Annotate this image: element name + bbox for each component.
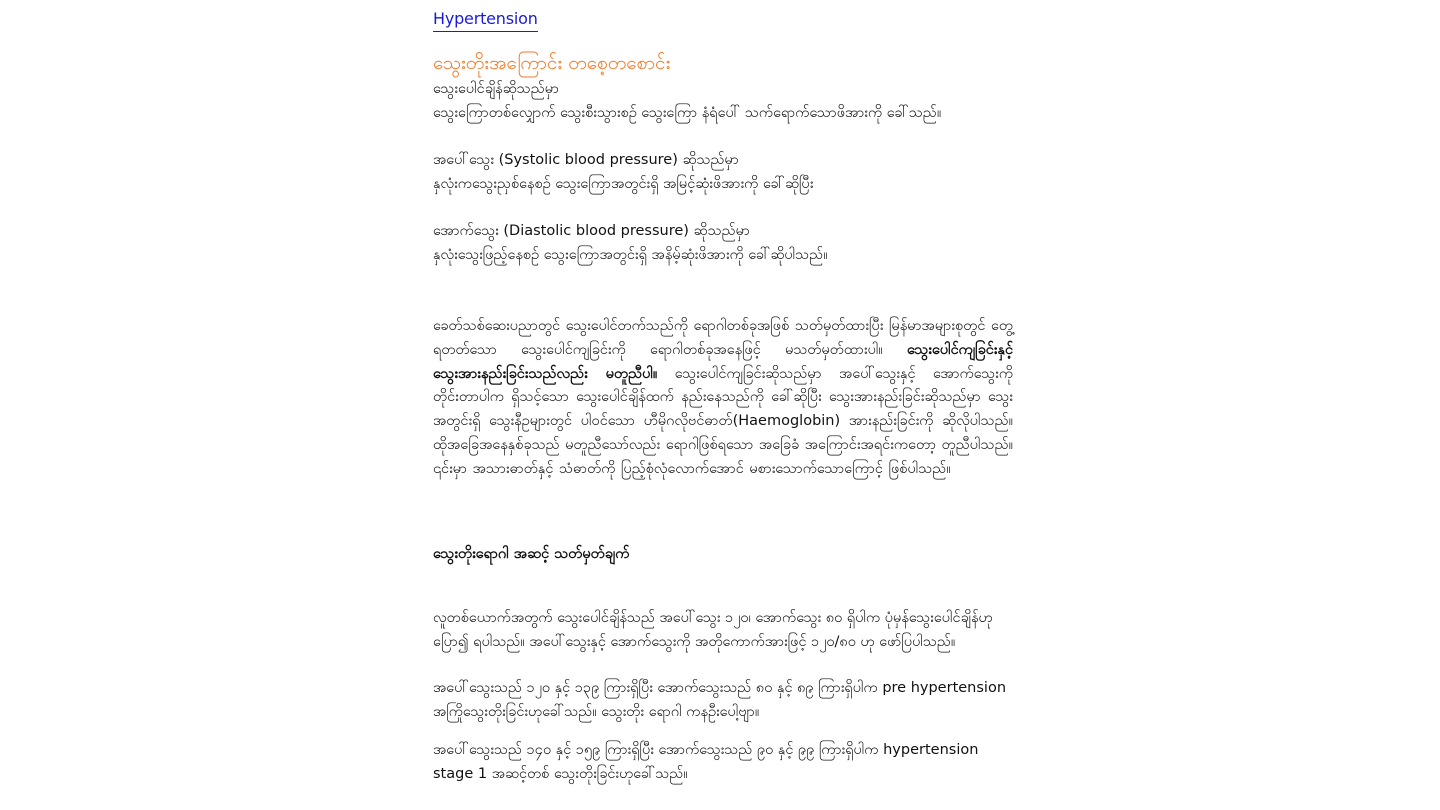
definition-text: သွေးကြောတစ်လျှောက် သွေးစီးသွားစဉ် သွေးကြော နံရံပေါ် သက်ရောက်သောဖိအားကို ခေါ်သည်။ bbox=[433, 105, 942, 121]
prehypertension-text: အပေါ်သွေးသည် ၁၂၀ နှင့် ၁၃၉ ကြားရှိပြီး အောက်သွေးသည် ၈၀ နှင့် ၈၉ ကြားရှိပါက pre hypertension အကြိုသွေးတိုးခြင်းဟုခေါ်သည်။ သွေးတိုး ရောဂါ ကနဦးပေါ့ဗျာ။ bbox=[433, 680, 1007, 720]
diastolic-text: နှလုံးသွေးဖြည့်နေစဉ် သွေးကြောအတွင်းရှိ အနိမ့်ဆုံးဖိအားကို ခေါ်ဆိုပါသည်။ bbox=[433, 247, 828, 263]
blood-pressure-paragraph bbox=[433, 315, 1013, 482]
article-heading: သွေးတိုးအကြောင်း တစေ့တစောင်း bbox=[433, 52, 671, 74]
paragraph-intro: ခေတ်သစ်ဆေးပညာတွင် သွေးပေါင်တက်သည်ကို ရောဂါတစ်ခုအဖြစ် သတ်မှတ်ထားပြီး မြန်မာအများစုတွင် တွေ့ရတတ်သော သွေးပေါင်ကျခြင်းကို ရောဂါတစ်ခုအနေဖြင့် မသတ်မှတ်ထားပါ။ bbox=[433, 318, 1013, 358]
paragraph-rest: သွေးပေါင်ကျခြင်းဆိုသည်မှာ အပေါ်သွေးနှင့် အောက်သွေးကို တိုင်းတာပါက ရှိသင့်သော သွေးပေါင်ချိန်ထက် နည်းနေသည်ကို ခေါ်ဆိုပြီး သွေးအားနည်းခြင်းဆိုသည်မှာ သွေးအတွင်းရှိ သွေးနီဥများတွင် ပါဝင်သော ဟီမိုဂလိုဗင်ဓာတ်(Haemoglobin) အားနည်းခြင်းကို ဆိုလိုပါသည်။ ထိုအခြေအနေနှစ်ခုသည် မတူညီသော်လည်း ရောဂါဖြစ်ရသော အခြေခံ အကြောင်းအရင်းကတော့ တူညီပါသည်။ ၎င်းမှာ အသားဓာတ်နှင့် သံဓာတ်ကို ပြည့်စုံလုံလောက်အောင် မစားသောက်သောကြောင့် ဖြစ်ပါသည်။ bbox=[433, 365, 1014, 477]
stage-subheading: သွေးတိုးရောဂါ အဆင့် သတ်မှတ်ချက် bbox=[433, 546, 630, 562]
hypertension-link[interactable]: Hypertension bbox=[433, 8, 538, 32]
definition-title: သွေးပေါင်ချိန်ဆိုသည်မှာ bbox=[433, 81, 559, 97]
stage1-text: အပေါ်သွေးသည် ၁၄၀ နှင့် ၁၅၉ ကြားရှိပြီး အောက်သွေးသည် ၉၀ နှင့် ၉၉ ကြားရှိပါက hypertension stage 1 အဆင့်တစ် သွေးတိုးခြင်းဟုခေါ်သည်။ bbox=[433, 742, 979, 782]
diastolic-title: အောက်သွေး (Diastolic blood pressure) ဆိုသည်မှာ bbox=[433, 223, 750, 239]
systolic-title: အပေါ်သွေး (Systolic blood pressure) ဆိုသည်မှာ bbox=[433, 152, 739, 168]
normal-pressure-text: လူတစ်ယောက်အတွက် သွေးပေါင်ချိန်သည် အပေါ်သွေး ၁၂၀၊ အောက်သွေး ၈၀ ရှိပါက ပုံမှန်သွေးပေါင်ချိန်ဟု ပြော၍ ရပါသည်။ အပေါ်သွေးနှင့် အောက်သွေးကို အတိုကောက်အားဖြင့် ၁၂၀/၈၀ ဟု ဖော်ပြပါသည်။ bbox=[433, 610, 993, 650]
paragraph-bold-statement: သွေးပေါင်ကျခြင်းနှင့် သွေးအားနည်းခြင်းသည်လည်း မတူညီပါ။ bbox=[433, 341, 1014, 382]
systolic-text: နှလုံးကသွေးညှစ်နေစဉ် သွေးကြောအတွင်းရှိ အမြင့်ဆုံးဖိအားကို ခေါ်ဆိုပြီး bbox=[433, 176, 814, 192]
